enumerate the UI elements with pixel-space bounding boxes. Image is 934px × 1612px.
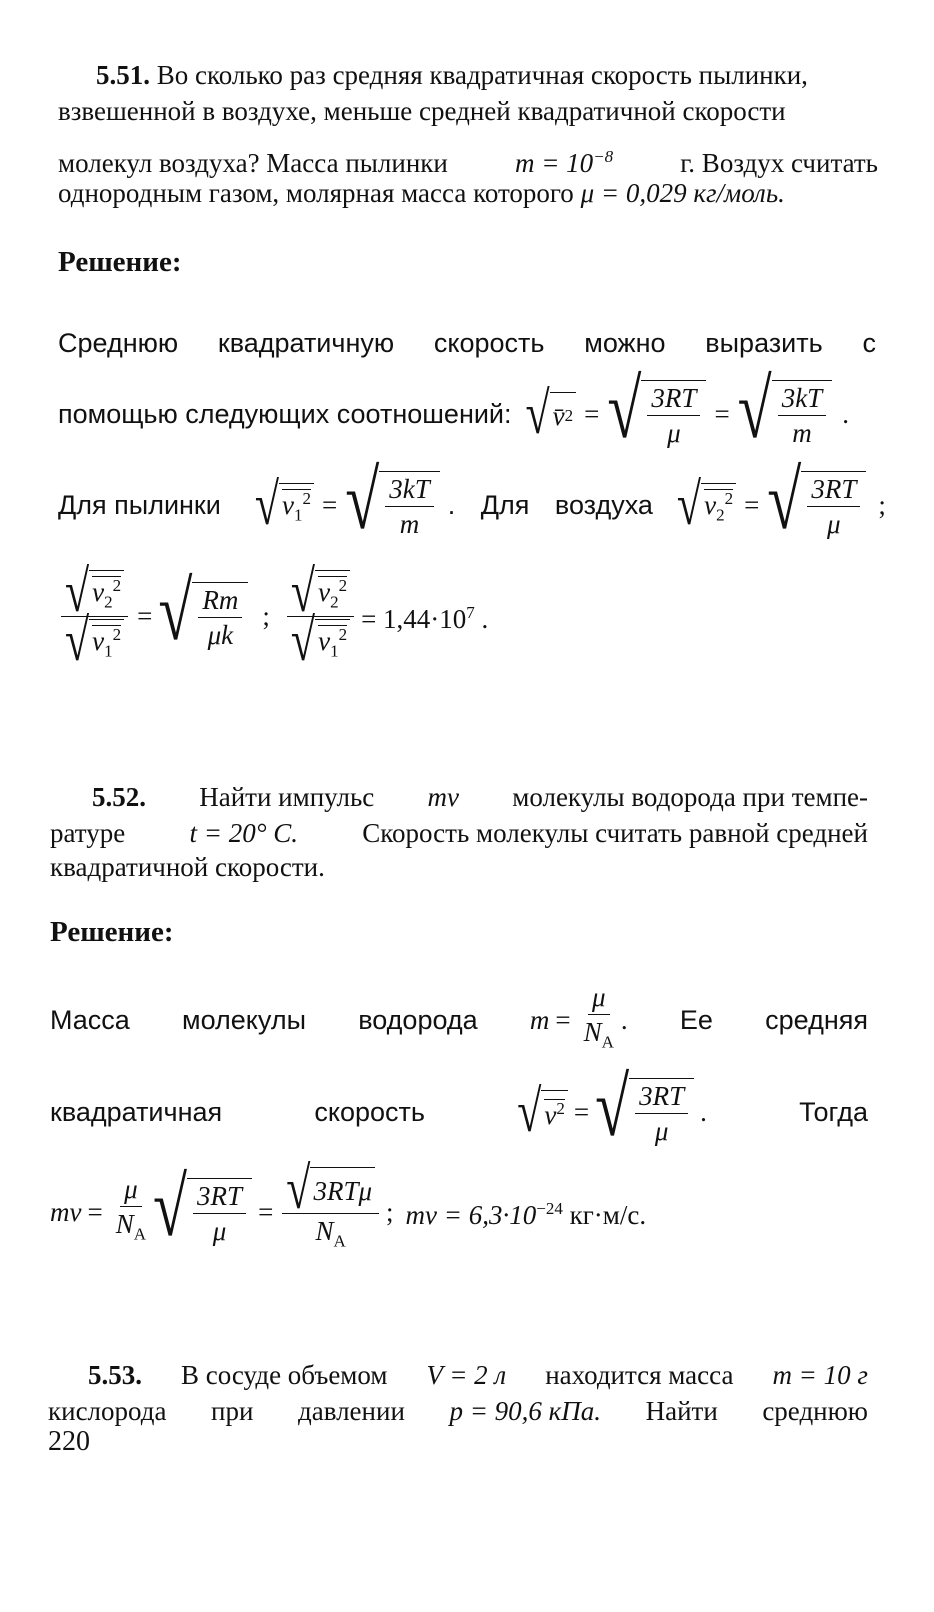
word: квадратичную <box>217 328 395 358</box>
word: средняя <box>765 1005 868 1035</box>
dust-speed-formula: √ $v_1^2$ = √ $\frac{3kT}{m}$ <box>255 471 440 539</box>
problem-number: 5.53. <box>88 1360 142 1390</box>
problem-text: ратуре <box>50 818 126 848</box>
word: скорость <box>314 1097 425 1127</box>
word: водорода <box>358 1005 478 1035</box>
solution-551-line3 <box>58 455 888 550</box>
problem-text: взвешенной в воздухе, меньше средней квадратичной скорости <box>58 96 786 126</box>
solution-text: Для пылинки <box>58 490 221 520</box>
word: давлении <box>297 1396 405 1426</box>
problem-551-line1 <box>96 58 876 92</box>
word: молекулы <box>182 1005 306 1035</box>
solution-text: . Для воздуха <box>447 490 653 520</box>
mass-formula: $m = 10^{-8}$ <box>514 147 614 178</box>
momentum-formula: mv = $\frac{\mu}{N_A}$ √ $\frac{3RT}{\mu}$ = √ 3RTμ $N_A$ ; mv = $6,3\cdot 10^{-24}$ кг·м/с. <box>50 1155 647 1254</box>
word: кислорода <box>48 1396 167 1426</box>
problem-553-line1 <box>88 1358 868 1392</box>
solution-552-line1 <box>50 980 868 1060</box>
problem-text: однородным газом, молярная масса которого <box>58 178 574 208</box>
ratio-formula: √ $v_2^2$ √ $v_1^2$ = √ $\frac{Rm}{\mu k}$ ; √ $v_2^2$ √ $v_1^2$ = $1,44\cdot 10^7$ . <box>58 570 488 663</box>
problem-number: 5.52. <box>92 782 146 812</box>
solution-551-line4 <box>58 556 888 676</box>
word: Среднюю <box>58 328 179 358</box>
solution-552-line2 <box>50 1062 868 1156</box>
word: можно <box>584 328 666 358</box>
word: Ее <box>679 1005 713 1035</box>
solution-heading: Решение: <box>50 916 174 948</box>
problem-text: В сосуде объемом <box>180 1360 388 1390</box>
word: при <box>211 1396 254 1426</box>
problem-number: 5.51. <box>96 60 150 90</box>
problem-text: молекул воздуха? Масса пылинки <box>58 148 448 178</box>
solution-552-line3 <box>50 1155 880 1260</box>
problem-552-line3 <box>50 850 325 884</box>
problem-text: находится масса <box>545 1360 734 1390</box>
hydrogen-rms-formula: √ $v^2$ = √ $\frac{3RT}{\mu}$ . <box>517 1062 707 1154</box>
problem-text: г. Воздух считать <box>680 148 878 178</box>
temperature: t = 20° C. <box>189 818 298 848</box>
solution-heading: Решение: <box>58 246 182 278</box>
solution-551-line1 <box>58 326 876 360</box>
problem-text: Во сколько раз средняя квадратичная скорость пылинки, <box>156 60 808 90</box>
page-number: 220 <box>48 1426 90 1457</box>
problem-551-line2 <box>58 94 878 128</box>
problem-551-line3 <box>58 140 878 180</box>
rms-speed-formula: √ v̄ 2 = √ $\frac{3RT}{\mu}$ = √ $\frac{3kT}{m}$ . <box>525 364 849 456</box>
problem-text: квадратичной скорости. <box>50 852 325 882</box>
word: Масса <box>50 1005 130 1035</box>
problem-553-line2 <box>48 1394 868 1428</box>
word: Найти <box>645 1396 718 1426</box>
solution-551-line2 <box>58 364 888 456</box>
problem-text: Скорость молекулы считать равной средней <box>362 818 868 848</box>
problem-text: молекулы водорода при темпе- <box>512 782 868 812</box>
word: скорость <box>433 328 545 358</box>
ratio-result: = $1,44\cdot 10^7$ . <box>361 603 489 634</box>
word: среднюю <box>762 1396 868 1426</box>
problem-552-line1 <box>92 780 868 814</box>
problem-551-line4 <box>58 176 878 210</box>
momentum-symbol: mv <box>427 782 459 812</box>
word: квадратичная <box>50 1097 223 1127</box>
pressure: p = 90,6 кПа. <box>449 1396 602 1426</box>
momentum-result: mv = $6,3\cdot 10^{-24}$ кг·м/с. <box>405 1198 647 1230</box>
molecule-mass-formula: m = $\frac{\mu}{N_A}$ . <box>529 982 628 1052</box>
problem-text: Найти импульс <box>199 782 375 812</box>
air-speed-formula: √ $v_2^2$ = √ $\frac{3RT}{\mu}$ ; <box>676 455 886 547</box>
word: выразить <box>705 328 823 358</box>
problem-552-line2 <box>50 816 868 850</box>
word: Тогда <box>799 1097 868 1127</box>
molar-mass: μ = 0,029 кг/моль. <box>580 178 785 208</box>
volume: V = 2 л <box>426 1360 507 1390</box>
solution-text: помощью следующих соотношений: <box>58 399 512 429</box>
mass: m = 10 г <box>772 1360 868 1390</box>
word: с <box>862 328 876 358</box>
